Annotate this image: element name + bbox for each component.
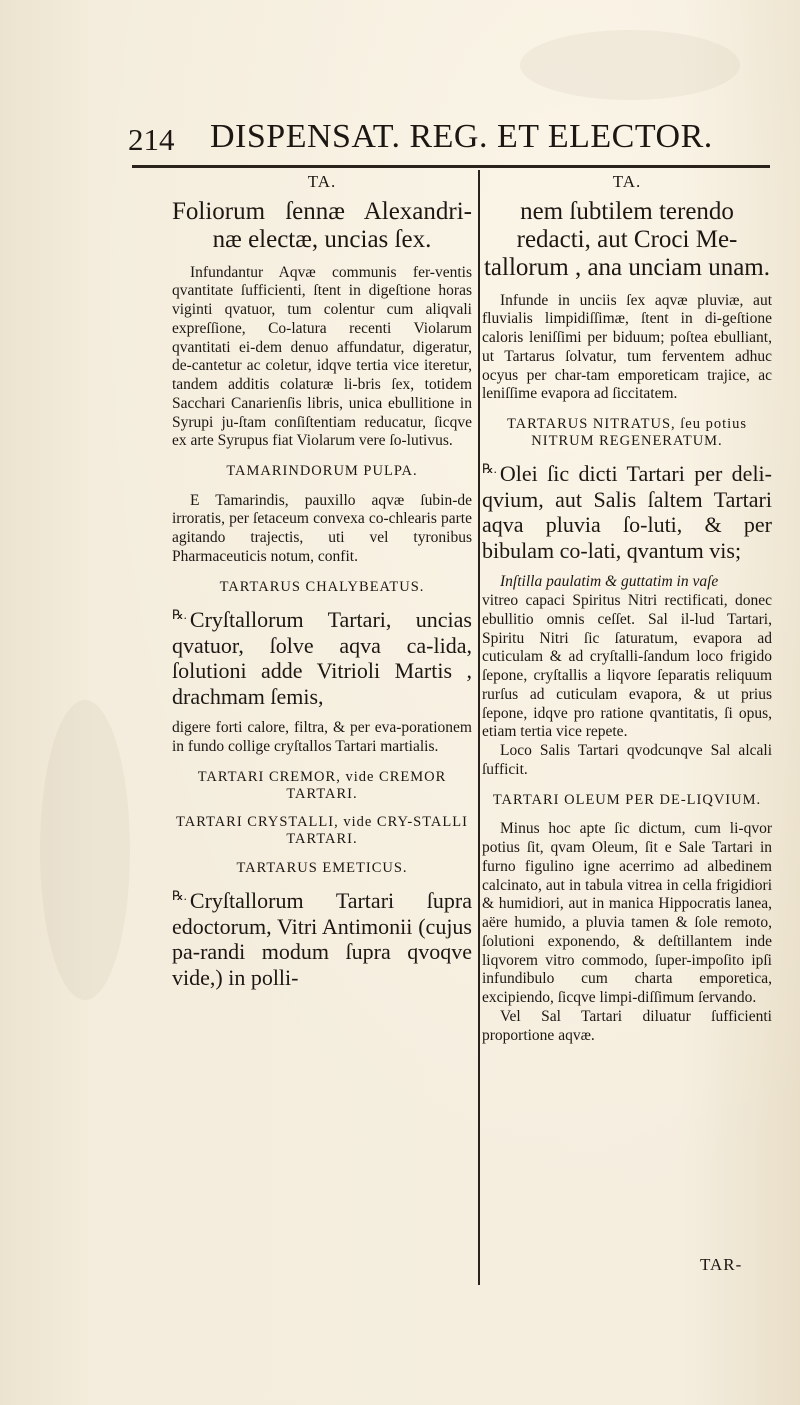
recipe-instructions-italic: Inſtilla paulatim & guttatim in vaſe <box>500 573 719 591</box>
recipe-ingredient <box>172 888 472 990</box>
recipe-symbol: ℞. <box>172 888 187 904</box>
recipe-note: Vel Sal Tartari diluatur ſufficienti proportione aqvæ. <box>482 1007 772 1044</box>
recipe-ingredient <box>172 607 472 709</box>
recipe-symbol: ℞. <box>482 461 497 477</box>
recipe-instructions: Infundantur Aqvæ communis fer-ventis qvantitate ſufficienti, ſtent in digeſtione horas viginti qvatuor, tum colentur cum aliqvali expreſſione, Co-latura recenti Violarum qvantitati ei-dem denuo affundatur, digeratur, de-cantetur ac coletur, idqve tertia vice iteretur, tandem additis colaturæ li-bris ſex, totidem Sacchari Canarienſis libris, unica ebullitione in Syrupi ju-ſtam conſiſtentiam reducatur, ſicqve ex arte Syrupus fiat Violarum vere ſo-lutivus. <box>172 263 472 450</box>
section-title: TARTARI CRYSTALLI, vide CRY-STALLI TARTARI. <box>176 814 468 847</box>
section-title: TARTARUS NITRATUS, ſeu potius NITRUM REGENERATUM. <box>506 416 748 449</box>
section-title: TARTARI OLEUM PER DE-LIQVIUM. <box>492 791 762 808</box>
page-header <box>128 118 768 162</box>
catchword: TAR- <box>700 1255 743 1274</box>
page-number: 214 <box>128 122 175 157</box>
recipe-instructions: vitreo capaci Spiritus Nitri rectificati, donec ebullitio omnis ceſſet. Sal il-lud Tartari, Spiritu Nitri ſic ſaturatum, evapora ad cuticulam & ad cryſtalli-ſandum loco frigido ſepone, cryſtallis a liqvore ſeparatis reliquum rurſus ad cuticulam evapora, & ut prius ſepone, idqve pro ratione qvantitatis, ſi opus, etiam tertia vice repete. <box>482 592 772 741</box>
recipe-ingredient-text: Cryſtallorum Tartari ſupra edoctorum, Vitri Antimonii (cujus pa-randi modum ſupra qvoqve vide,) in polli- <box>172 888 472 990</box>
header-rule <box>132 165 770 168</box>
recipe-ingredient: nem ſubtilem terendo redacti, aut Croci Me-tallorum , ana unciam unam. <box>483 197 771 281</box>
recipe-symbol: ℞. <box>172 607 187 623</box>
recipe-ingredient: Foliorum ſennæ Alexandri-næ electæ, uncias ſex. <box>172 197 472 253</box>
column-head: TA. <box>307 172 337 191</box>
running-title: DISPENSAT. REG. ET ELECTOR. <box>210 118 713 155</box>
recipe-instructions: Minus hoc apte ſic dictum, cum li-qvor potius ſit, qvam Oleum, ſit e Sale Tartari in furno figulino igne acerrimo ad albedinem calcinato, aut in tabula vitrea in cella frigidiori & humidiori, aut in manica Hippocratis lanea, aëre humido, a pluvia tamen & ſole remoto, ſolutioni exponendo, & deſtillantem inde liqvorem vitro commodo, ſuper-impoſito ipſi infundibulo cum charta emporetica, excipiendo, ſicqve limpi-diſſimum ſervando. <box>482 820 772 1007</box>
section-title: TAMARINDORUM PULPA. <box>226 463 418 480</box>
recipe-note: Loco Salis Tartari qvodcunqve Sal alcali ſufficit. <box>482 742 772 778</box>
column-divider <box>478 170 480 1285</box>
recipe-ingredient-text: Cryſtallorum Tartari, uncias qvatuor, ſolve aqva ca-lida, ſolutioni adde Vitrioli Martis , drachmam ſemis, <box>172 607 472 709</box>
recipe-ingredient-text: Olei ſic dicti Tartari per deli-qvium, aut Salis ſaltem Tartari aqva pluvia ſo-luti, & per bibulam co-lati, qvantum vis; <box>482 461 772 563</box>
left-column <box>172 172 472 1000</box>
section-title: TARTARI CREMOR, vide CREMOR TARTARI. <box>197 768 447 802</box>
recipe-ingredient <box>482 461 772 563</box>
recipe-instructions: digere forti calore, filtra, & per eva-porationem in fundo collige cryſtallos Tartari martialis. <box>172 719 472 756</box>
paper-stain <box>520 30 740 100</box>
right-column <box>482 172 772 1057</box>
section-title: TARTARUS EMETICUS. <box>236 859 408 876</box>
section-title: TARTARUS CHALYBEATUS. <box>219 578 425 595</box>
column-head: TA. <box>612 172 642 191</box>
recipe-instructions: E Tamarindis, pauxillo aqvæ ſubin-de irroratis, per ſetaceum convexa co-chlearis parte agitando trajectis, uti vel tyronibus Pharmaceuticis notum, confit. <box>172 491 472 565</box>
paper-stain <box>40 700 130 1000</box>
recipe-instructions: Infunde in unciis ſex aqvæ pluviæ, aut fluvialis limpidiſſimæ, ſtent in di-geſtione caloris leniſſimi per biduum; poſtea ebulliant, ut Tartarus ſolvatur, tum ferventem adhuc ocyus per char-tam emporeticam trajice, ac leniſſime evapora ad ſiccitatem. <box>482 291 772 403</box>
